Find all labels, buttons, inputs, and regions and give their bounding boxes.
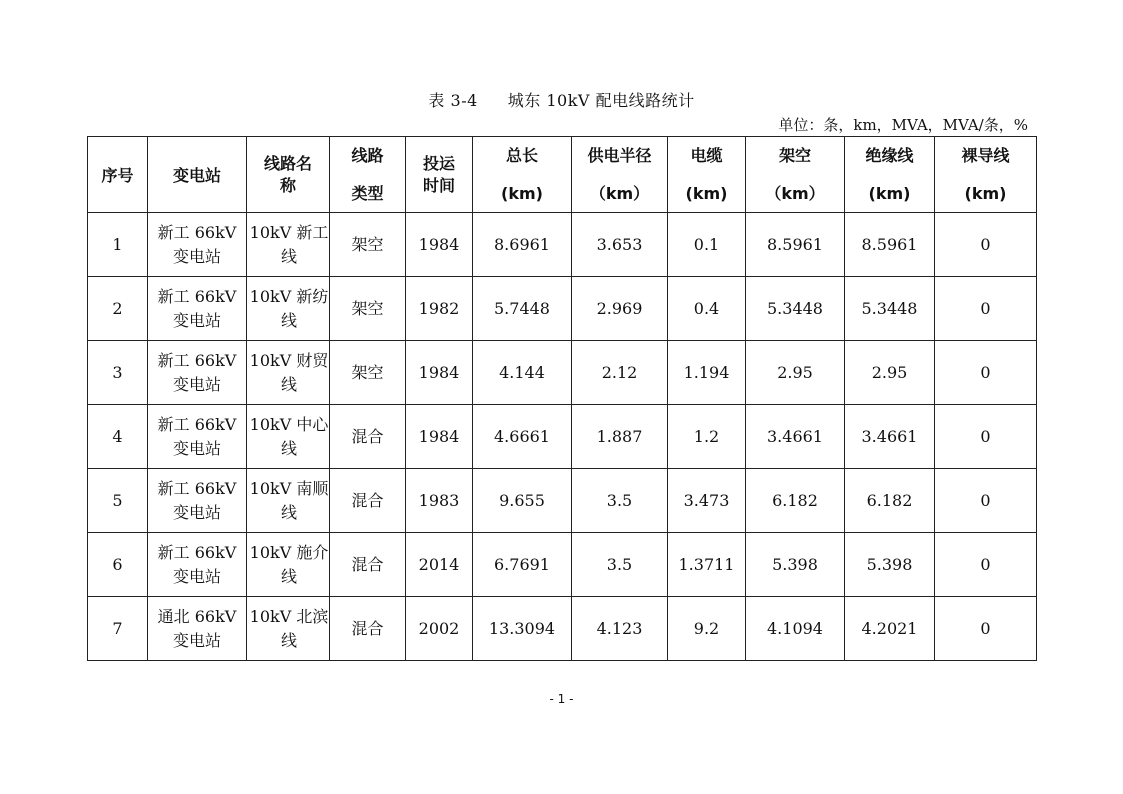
cell-insulated: 3.4661 xyxy=(845,405,935,469)
cell-bare: 0 xyxy=(935,597,1037,661)
table-row xyxy=(88,533,1037,597)
header-cable: 电缆 (km) xyxy=(668,137,746,213)
cell-cable: 0.4 xyxy=(668,277,746,341)
cell-year: 2014 xyxy=(406,533,473,597)
table-row xyxy=(88,469,1037,533)
cell-bare: 0 xyxy=(935,277,1037,341)
page-number: - 1 - xyxy=(549,692,574,706)
table-row xyxy=(88,277,1037,341)
cell-radius: 1.887 xyxy=(572,405,668,469)
header-station: 变电站 xyxy=(148,137,247,213)
cell-no: 7 xyxy=(88,597,148,661)
cell-bare: 0 xyxy=(935,213,1037,277)
cell-length: 5.7448 xyxy=(473,277,572,341)
cell-bare: 0 xyxy=(935,341,1037,405)
cell-radius: 3.653 xyxy=(572,213,668,277)
cell-length: 6.7691 xyxy=(473,533,572,597)
cell-length: 13.3094 xyxy=(473,597,572,661)
cell-length: 4.6661 xyxy=(473,405,572,469)
header-no: 序号 xyxy=(88,137,148,213)
cell-line-type: 混合 xyxy=(330,469,406,533)
cell-insulated: 5.398 xyxy=(845,533,935,597)
cell-bare: 0 xyxy=(935,533,1037,597)
cell-radius: 2.12 xyxy=(572,341,668,405)
header-length: 总长 (km) xyxy=(473,137,572,213)
cell-station: 新工 66kV 变电站 xyxy=(148,213,247,277)
cell-line-type: 架空 xyxy=(330,277,406,341)
cell-line-name: 10kV 中心线 xyxy=(247,405,330,469)
cell-insulated: 5.3448 xyxy=(845,277,935,341)
cell-line-name: 10kV 北滨线 xyxy=(247,597,330,661)
header-bare: 裸导线 (km) xyxy=(935,137,1037,213)
cell-station: 新工 66kV 变电站 xyxy=(148,469,247,533)
cell-cable: 1.194 xyxy=(668,341,746,405)
cell-year: 2002 xyxy=(406,597,473,661)
cell-overhead: 4.1094 xyxy=(746,597,845,661)
cell-overhead: 2.95 xyxy=(746,341,845,405)
cell-insulated: 8.5961 xyxy=(845,213,935,277)
cell-overhead: 6.182 xyxy=(746,469,845,533)
cell-year: 1984 xyxy=(406,213,473,277)
cell-no: 4 xyxy=(88,405,148,469)
cell-no: 1 xyxy=(88,213,148,277)
table-label: 表 3-4 xyxy=(428,91,478,110)
cell-year: 1983 xyxy=(406,469,473,533)
cell-cable: 1.2 xyxy=(668,405,746,469)
unit-note: 单位：条，km，MVA，MVA/条，% xyxy=(778,116,1028,134)
cell-year: 1984 xyxy=(406,341,473,405)
cell-year: 1982 xyxy=(406,277,473,341)
cell-overhead: 3.4661 xyxy=(746,405,845,469)
distribution-line-table xyxy=(87,136,1037,661)
cell-cable: 1.3711 xyxy=(668,533,746,597)
header-radius: 供电半径 （km） xyxy=(572,137,668,213)
cell-overhead: 5.398 xyxy=(746,533,845,597)
cell-radius: 3.5 xyxy=(572,533,668,597)
cell-year: 1984 xyxy=(406,405,473,469)
cell-line-type: 混合 xyxy=(330,533,406,597)
cell-line-name: 10kV 南顺线 xyxy=(247,469,330,533)
cell-length: 4.144 xyxy=(473,341,572,405)
header-line-name: 线路名 称 xyxy=(247,137,330,213)
table-row xyxy=(88,597,1037,661)
cell-line-type: 架空 xyxy=(330,341,406,405)
header-overhead: 架空 （km） xyxy=(746,137,845,213)
cell-line-name: 10kV 财贸线 xyxy=(247,341,330,405)
header-line-type: 线路 类型 xyxy=(330,137,406,213)
cell-station: 新工 66kV 变电站 xyxy=(148,341,247,405)
cell-station: 通北 66kV 变电站 xyxy=(148,597,247,661)
cell-line-name: 10kV 新纺线 xyxy=(247,277,330,341)
cell-no: 6 xyxy=(88,533,148,597)
cell-line-name: 10kV 施介线 xyxy=(247,533,330,597)
cell-cable: 9.2 xyxy=(668,597,746,661)
cell-station: 新工 66kV 变电站 xyxy=(148,405,247,469)
cell-overhead: 5.3448 xyxy=(746,277,845,341)
cell-radius: 4.123 xyxy=(572,597,668,661)
table-caption xyxy=(0,88,1123,111)
cell-length: 8.6961 xyxy=(473,213,572,277)
cell-bare: 0 xyxy=(935,469,1037,533)
cell-overhead: 8.5961 xyxy=(746,213,845,277)
table-title: 城东 10kV 配电线路统计 xyxy=(507,91,695,110)
table-row xyxy=(88,341,1037,405)
cell-cable: 3.473 xyxy=(668,469,746,533)
cell-radius: 3.5 xyxy=(572,469,668,533)
cell-insulated: 4.2021 xyxy=(845,597,935,661)
cell-radius: 2.969 xyxy=(572,277,668,341)
cell-no: 2 xyxy=(88,277,148,341)
header-insulated: 绝缘线 (km) xyxy=(845,137,935,213)
table-row xyxy=(88,405,1037,469)
cell-no: 3 xyxy=(88,341,148,405)
cell-line-type: 混合 xyxy=(330,597,406,661)
cell-length: 9.655 xyxy=(473,469,572,533)
cell-station: 新工 66kV 变电站 xyxy=(148,277,247,341)
cell-line-type: 架空 xyxy=(330,213,406,277)
header-row xyxy=(88,137,1037,213)
cell-insulated: 6.182 xyxy=(845,469,935,533)
cell-bare: 0 xyxy=(935,405,1037,469)
cell-insulated: 2.95 xyxy=(845,341,935,405)
cell-cable: 0.1 xyxy=(668,213,746,277)
cell-line-name: 10kV 新工线 xyxy=(247,213,330,277)
cell-line-type: 混合 xyxy=(330,405,406,469)
cell-no: 5 xyxy=(88,469,148,533)
cell-station: 新工 66kV 变电站 xyxy=(148,533,247,597)
header-year: 投运 时间 xyxy=(406,137,473,213)
table-row xyxy=(88,213,1037,277)
